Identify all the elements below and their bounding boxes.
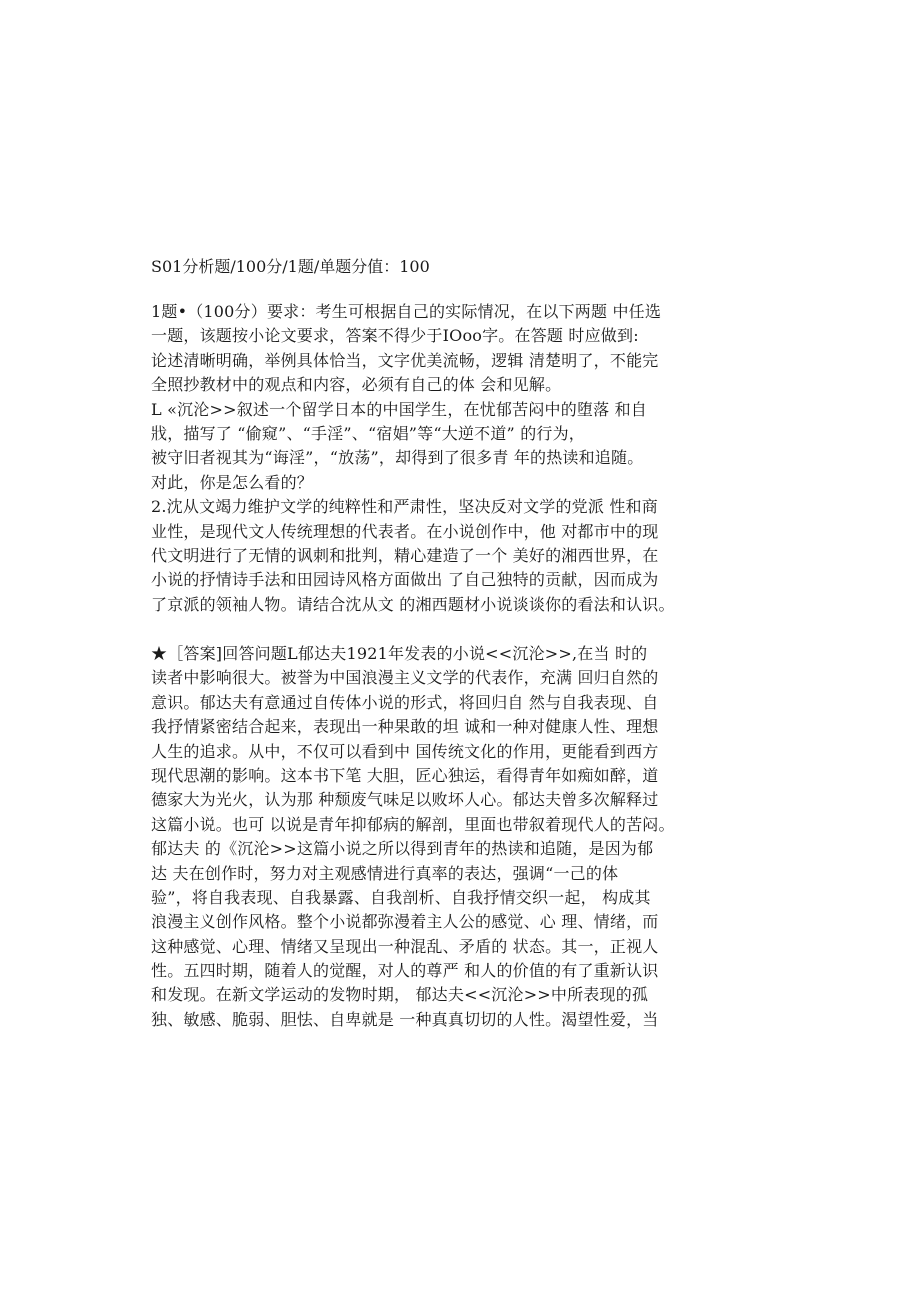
question-line: 1题•（100分）要求：考生可根据自己的实际情况，在以下两题 中任选 (151, 302, 662, 321)
answer-line: 我抒情紧密结合起来，表现出一种果敢的坦 诚和一种对健康人性、理想 (151, 717, 659, 737)
question-line: 论述清晰明确，举例具体恰当，文字优美流畅，逻辑 清楚明了，不能完 (151, 350, 659, 370)
answer-line: 这篇小说。也可 以说是青年抑郁病的解剖，里面也带叙着现代人的苦闷。 (151, 814, 675, 834)
answer-line: ★［答案]回答问题L郁达夫1921年发表的小说<<沉沦>>,在当 时的 (151, 644, 648, 663)
question-line: 戕，描写了 “偷窥”、“手淫”、“宿娼”等“大逆不道” 的行为， (151, 423, 586, 443)
section-heading: S01分析题/100分/1题/单题分值：100 (151, 257, 430, 276)
answer-line: 和发现。在新文学运动的发物时期， 郁达夫<<沉沦>>中所表现的孤 (151, 985, 649, 1005)
question-line: 代文明进行了无情的讽刺和批判，精心建造了一个 美好的湘西世界，在 (151, 545, 659, 565)
question-line: L «沉沦>>叙述一个留学日本的中国学生，在忧郁苦闷中的堕落 和自 (151, 399, 647, 419)
question-line: 一题，该题按小论文要求，答案不得少于IOoo字。在答题 时应做到: (151, 326, 639, 346)
question-line: 小说的抒情诗手法和田园诗风格方面做出 了自己独特的贡献，因而成为 (151, 570, 659, 590)
answer-line: 这种感觉、心理、情绪又呈现出一种混乱、矛盾的 状态。其一，正视人 (151, 936, 659, 956)
question-block (151, 300, 691, 617)
answer-block (151, 642, 691, 1032)
question-line: 对此，你是怎么看的？ (151, 472, 314, 492)
answer-line: 达 夫在创作时，努力对主观感情进行真率的表达，强调“一己的体 (151, 863, 619, 883)
answer-line: 读者中影响很大。被誉为中国浪漫主义文学的代表作，充满 回归自然的 (151, 668, 659, 688)
answer-line: 人生的追求。从中，不仅可以看到中 国传统文化的作用，更能看到西方 (151, 741, 659, 761)
answer-line: 现代思潮的影响。这本书下笔 大胆，匠心独运，看得青年如痴如醉，道 (151, 765, 659, 785)
answer-line: 意识。郁达夫有意通过自传体小说的形式，将回归自 然与自我表现、自 (151, 692, 659, 712)
answer-line: 浪漫主义创作风格。整个小说都弥漫着主人公的感觉、心 理、情绪，而 (151, 912, 659, 932)
answer-line: 验”，将自我表现、自我暴露、自我剖析、自我抒情交织一起， 构成其 (151, 887, 651, 907)
question-line: 全照抄教材中的观点和内容，必须有自己的体 会和见解。 (151, 375, 562, 395)
question-line: 2.沈从文竭力维护文学的纯粹性和严肃性，坚决反对文学的党派 性和商 (151, 497, 658, 517)
answer-line: 德家大为光火，认为那 种颓废气味足以败坏人心。郁达夫曾多次解释过 (151, 790, 659, 810)
question-line: 了京派的领袖人物。请结合沈从文 的湘西题材小说谈谈你的看法和认识。 (151, 594, 675, 614)
answer-line: 独、敏感、脆弱、胆怯、自卑就是 一种真真切切的人性。渴望性爱，当 (151, 1009, 659, 1029)
answer-line: 郁达夫 的《沉沦>>这篇小说之所以得到青年的热读和追随，是因为郁 (151, 839, 654, 859)
answer-line: 性。五四时期，随着人的觉醒，对人的尊严 和人的价值的有了重新认识 (151, 961, 659, 981)
question-line: 业性，是现代文人传统理想的代表者。在小说创作中，他 对都市中的现 (151, 521, 659, 541)
question-line: 被守旧者视其为“诲淫”，“放荡”，却得到了很多青 年的热读和追随。 (151, 448, 644, 468)
